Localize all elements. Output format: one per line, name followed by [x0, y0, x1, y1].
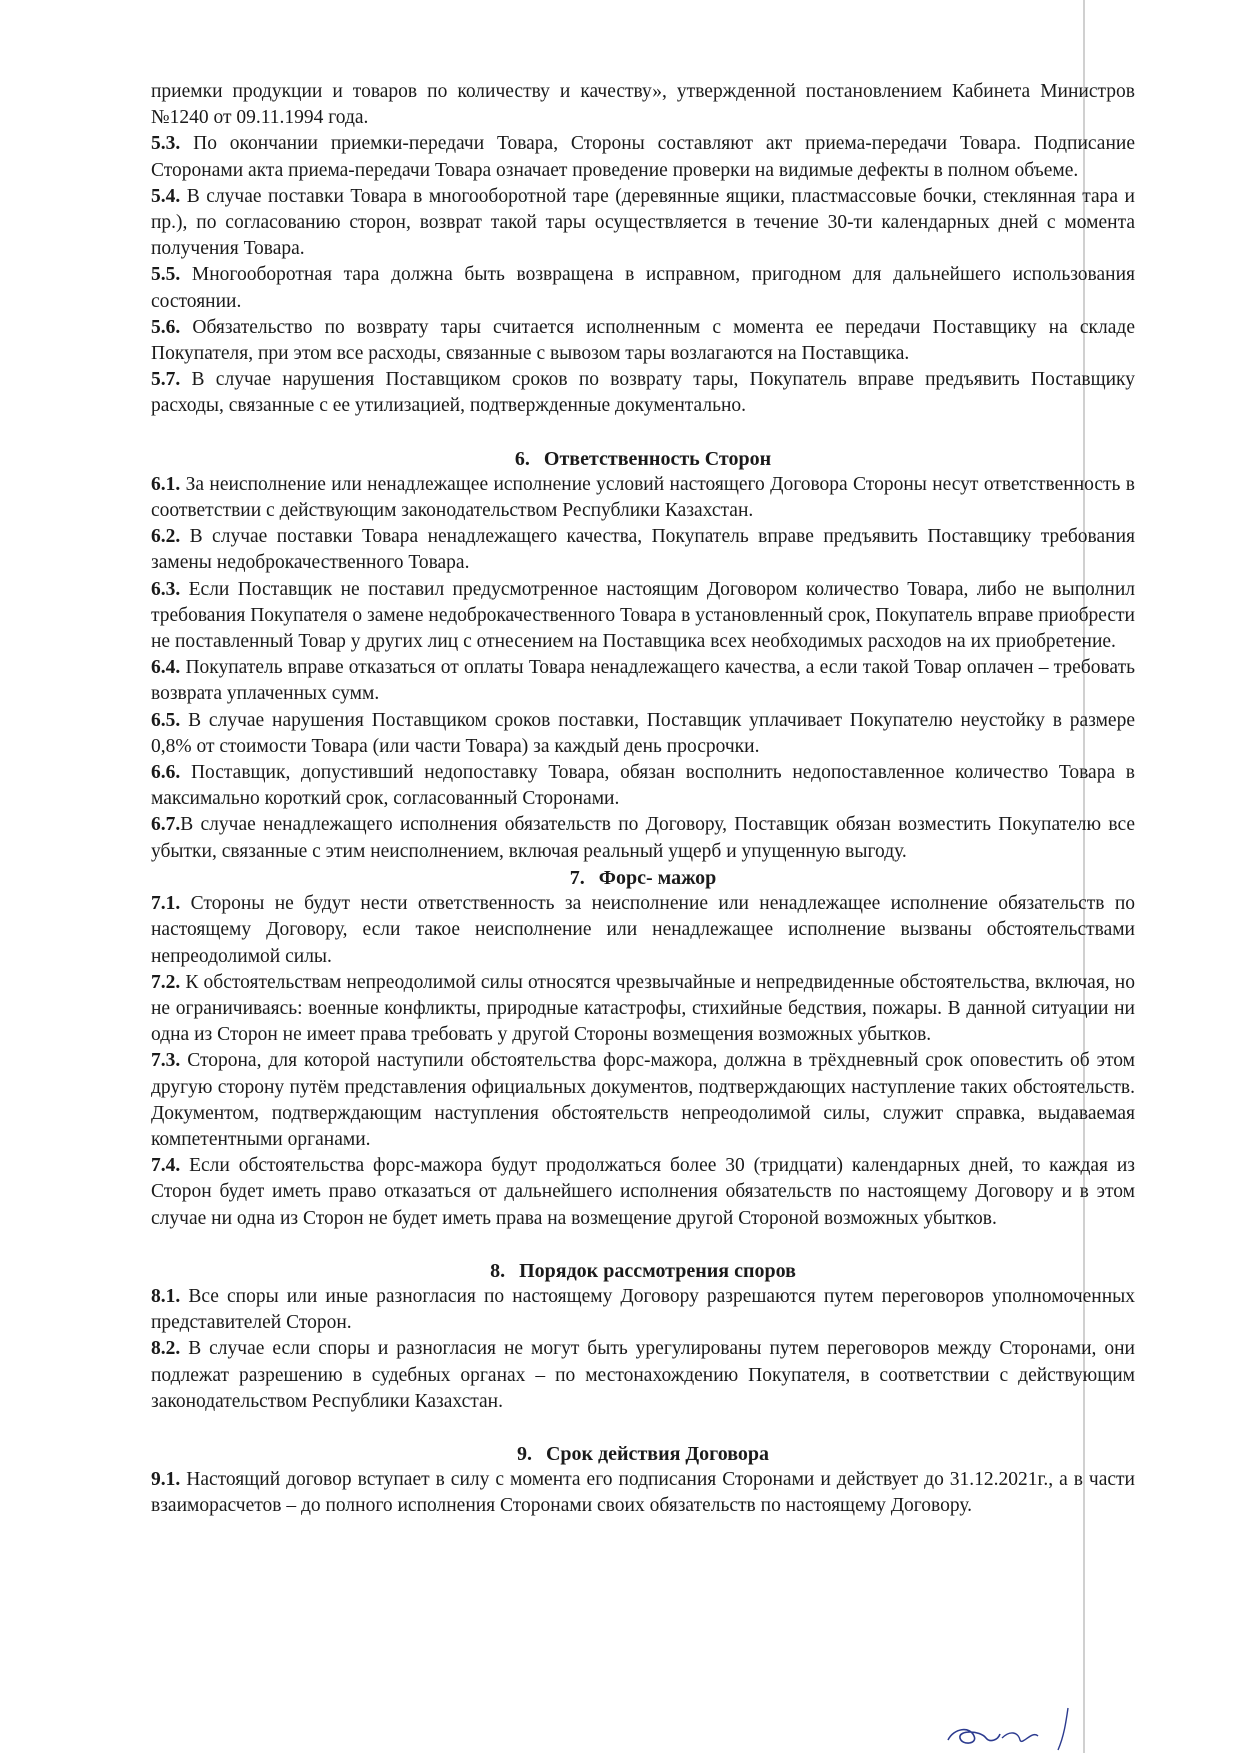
clause-5-7: 5.7. В случае нарушения Поставщиком сроков по возврату тары, Покупатель вправе предъявить Поставщику расходы, связанные с ее утилизацией, подтвержденные документально.	[151, 369, 1136, 417]
clause-7-1: 7.1. Стороны не будут нести ответственность за неисполнение или ненадлежащее исполнение обязательств по настоящему Договору, если такое неисполнение или ненадлежащее исполнение вызваны обстоятельствами непреодолимой силы.	[151, 893, 1136, 967]
clause-7-3: 7.3. Сторона, для которой наступили обстоятельства форс-мажора, должна в трёхдневный срок оповестить об этом другую сторону путём представления официальных документов, подтверждающих наступление таких обстоятельств. Документом, подтверждающим наступления обстоятельств непреодолимой силы, служит справка, выдаваемая компетентными органами.	[151, 1050, 1136, 1150]
intro-paragraph: приемки продукции и товаров по количеству и качеству», утвержденной постановлением Кабинета Министров №1240 от 09.11.1994 года.	[151, 81, 1135, 129]
clause-5-4: 5.4. В случае поставки Товара в многооборотной таре (деревянные ящики, пластмассовые бочки, стеклянная тара и пр.), по согласованию сторон, возврат такой тары осуществляется в течение 30-ти календарных дней с момента получения Товара.	[151, 185, 1135, 260]
section-7-heading: 7. Форс- мажор	[569, 866, 717, 889]
section-9-heading: 9. Срок действия Договора	[516, 1442, 770, 1465]
clause-6-5: 6.5. В случае нарушения Поставщиком сроков поставки, Поставщик уплачивает Покупателю неустойку в размере 0,8% от стоимости Товара (или части Товара) за каждый день просрочки.	[151, 709, 1135, 757]
clause-6-4: 6.4. Покупатель вправе отказаться от оплаты Товара ненадлежащего качества, а если такой Товар оплачен – требовать возврата уплаченных сумм.	[151, 657, 1135, 705]
clause-6-2: 6.2. В случае поставки Товара ненадлежащего качества, Покупатель вправе предъявить Поставщику требования замены недоброкачественного Товара.	[151, 526, 1136, 574]
clause-7-2: 7.2. К обстоятельствам непреодолимой силы относятся чрезвычайные и непредвиденные обстоятельства, включая, но не ограничиваясь: военные конфликты, природные катастрофы, стихийные бедствия, пожары. В данной ситуации ни одна из Сторон не имеет права требовать у другой Стороны возмещения возможных убытков.	[151, 971, 1135, 1046]
clause-9-1: 9.1. Настоящий договор вступает в силу с момента его подписания Сторонами и действует до 31.12.2021г., а в части взаиморасчетов – до полного исполнения Сторонами своих обязательств по настоящему Договору.	[151, 1469, 1135, 1517]
section-6-heading: 6. Ответственность Сторон	[514, 447, 772, 470]
clause-6-6: 6.6. Поставщик, допустивший недопоставку Товара, обязан восполнить недопоставленное количество Товара в максимально короткий срок, согласованный Сторонами.	[151, 762, 1135, 810]
clause-7-4: 7.4. Если обстоятельства форс-мажора будут продолжаться более 30 (тридцати) календарных дней, то каждая из Сторон будет иметь право отказаться от дальнейшего исполнения обязательств по настоящему Договору и в этом случае ни одна из Сторон не будет иметь права на возмещение другой Стороной возможных убытков.	[151, 1155, 1136, 1229]
clause-8-1: 8.1. Все споры или иные разногласия по настоящему Договору разрешаются путем переговоров уполномоченных представителей Сторон.	[151, 1285, 1136, 1334]
signature-scribble	[940, 1700, 1140, 1753]
clause-5-3: 5.3. По окончании приемки-передачи Товара, Стороны составляют акт приема-передачи Товара. Подписание Сторонами акта приема-передачи Товара означает проведение проверки на видимые дефекты в полном объеме.	[151, 133, 1135, 181]
section-8-heading: 8. Порядок рассмотрения споров	[490, 1259, 796, 1282]
clause-5-5: 5.5. Многооборотная тара должна быть возвращена в исправном, пригодном для дальнейшего использования состоянии.	[151, 264, 1135, 312]
clause-5-6: 5.6. Обязательство по возврату тары считается исполненным с момента ее передачи Поставщику на складе Покупателя, при этом все расходы, связанные с вывозом тары возлагаются на Поставщика.	[151, 316, 1135, 365]
clause-8-2: 8.2. В случае если споры и разногласия не могут быть урегулированы путем переговоров между Сторонами, они подлежат разрешению в судебных органах – по местонахождению Покупателя, в соответствии с действующим законодательством Республики Казахстан.	[151, 1338, 1135, 1412]
clause-6-1: 6.1. За неисполнение или ненадлежащее исполнение условий настоящего Договора Стороны несут ответственность в соответствии с действующим законодательством Республики Казахстан.	[151, 473, 1136, 522]
clause-6-7: 6.7.В случае ненадлежащего исполнения обязательств по Договору, Поставщик обязан возместить Покупателю все убытки, связанные с этим неисполнением, включая реальный ущерб и упущенную выгоду.	[151, 814, 1135, 862]
clause-6-3: 6.3. Если Поставщик не поставил предусмотренное настоящим Договором количество Товара, либо не выполнил требования Покупателя о замене недоброкачественного Товара в установленный срок, Покупатель вправе приобрести не поставленный Товар у других лиц с отнесением на Поставщика всех необходимых расходов на их приобретение.	[151, 578, 1135, 653]
contract-text	[151, 79, 1135, 1520]
